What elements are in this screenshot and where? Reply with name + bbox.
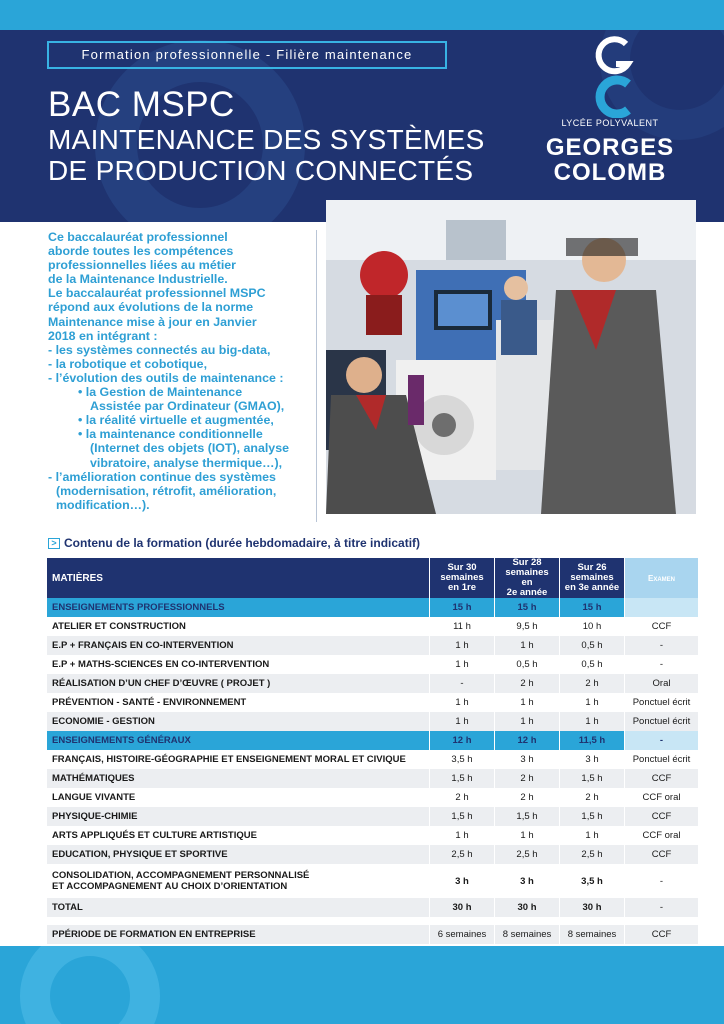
header-matieres: MATIÈRES: [47, 558, 430, 598]
intro-line: Maintenance mise à jour en Janvier: [48, 314, 257, 329]
header-examen: Examen: [625, 558, 699, 598]
header-year3: [560, 558, 625, 598]
year2-cell: 1 h: [495, 712, 560, 731]
intro-line-cont: (modernisation, rétrofit, amélioration,: [56, 483, 277, 498]
subject-cell: E.P + FRANÇAIS EN CO-INTERVENTION: [47, 636, 430, 655]
intro-bullet-cont: (Internet des objets (IOT), analyse: [90, 441, 289, 456]
year3-cell: 2 h: [560, 674, 625, 693]
table-spacer: [47, 917, 699, 925]
subject-cell: ECONOMIE - GESTION: [47, 712, 430, 731]
intro-text: [48, 230, 316, 512]
year1-cell: 12 h: [430, 731, 495, 750]
page-subtitle-line2: DE PRODUCTION CONNECTÉS: [48, 155, 474, 186]
subject-cell: ARTS APPLIQUÉS ET CULTURE ARTISTIQUE: [47, 826, 430, 845]
school-logo: [545, 34, 690, 194]
intro-bullet: • la réalité virtuelle et augmentée,: [78, 413, 274, 428]
header-line: en 3e année: [564, 582, 620, 593]
table-row: [47, 655, 699, 674]
year1-cell: 11 h: [430, 617, 495, 636]
header-year1: [430, 558, 495, 598]
year3-cell: 2 h: [560, 788, 625, 807]
year2-cell: 1,5 h: [495, 807, 560, 826]
year2-cell: 8 semaines: [495, 925, 560, 944]
year1-cell: 6 semaines: [430, 925, 495, 944]
exam-cell: Ponctuel écrit: [625, 712, 699, 731]
year1-cell: 1 h: [430, 712, 495, 731]
year2-cell: 1 h: [495, 826, 560, 845]
year2-cell: 15 h: [495, 598, 560, 617]
subject-cell: RÉALISATION D’UN CHEF D’ŒUVRE ( PROJET ): [47, 674, 430, 693]
curriculum-table: [47, 558, 699, 944]
header-line: 2e année: [506, 587, 548, 598]
intro-line: Ce baccalauréat professionnel: [48, 230, 228, 244]
tagline-box: Formation professionnelle - Filière maintenance: [47, 41, 447, 69]
table-row: [47, 845, 699, 864]
exam-cell: [625, 598, 699, 617]
subject-cell: PPÉRIODE DE FORMATION EN ENTREPRISE: [47, 925, 430, 944]
year2-cell: 9,5 h: [495, 617, 560, 636]
year2-cell: 2 h: [495, 788, 560, 807]
subject-cell: ENSEIGNEMENTS GÉNÉRAUX: [47, 731, 430, 750]
header-line: semaines: [570, 572, 614, 583]
table-row: [47, 769, 699, 788]
exam-cell: CCF: [625, 845, 699, 864]
subject-cell: EDUCATION, PHYSIQUE ET SPORTIVE: [47, 845, 430, 864]
year3-cell: 15 h: [560, 598, 625, 617]
page-subtitle-line1: MAINTENANCE DES SYSTÈMES: [48, 124, 485, 155]
subject-cell: LANGUE VIVANTE: [47, 788, 430, 807]
header-year2: [495, 558, 560, 598]
year3-cell: 0,5 h: [560, 636, 625, 655]
header-line: Sur 28: [512, 557, 542, 568]
intro-line: - les systèmes connectés au big-data,: [48, 342, 271, 357]
year3-cell: 3,5 h: [560, 864, 625, 898]
exam-cell: CCF oral: [625, 826, 699, 845]
subject-cell: PRÉVENTION - SANTÉ - ENVIRONNEMENT: [47, 693, 430, 712]
year2-cell: 0,5 h: [495, 655, 560, 674]
intro-line: professionnelles liées au métier: [48, 258, 237, 273]
subject-cell: CONSOLIDATION, ACCOMPAGNEMENT PERSONNALISÉ ET ACCOMPAGNEMENT AU CHOIX D’ORIENTATION: [47, 864, 430, 898]
subject-cell: E.P + MATHS-SCIENCES EN CO-INTERVENTION: [47, 655, 430, 674]
section-heading: [48, 536, 420, 550]
year2-cell: 12 h: [495, 731, 560, 750]
year2-cell: 2,5 h: [495, 845, 560, 864]
intro-bullet-cont: Assistée par Ordinateur (GMAO),: [90, 399, 285, 414]
year3-cell: 0,5 h: [560, 655, 625, 674]
header-line: semaines: [440, 572, 484, 583]
exam-cell: Oral: [625, 674, 699, 693]
year1-cell: 1 h: [430, 655, 495, 674]
intro-line: répond aux évolutions de la norme: [48, 300, 254, 315]
subject-cell: PHYSIQUE-CHIMIE: [47, 807, 430, 826]
divider-line: [316, 230, 317, 522]
exam-cell: CCF: [625, 925, 699, 944]
intro-bullet-cont: vibratoire, analyse thermique…),: [90, 455, 283, 470]
intro-line-cont: modification…).: [56, 497, 150, 512]
table-row: [47, 674, 699, 693]
logo-gc-icon: [586, 34, 636, 118]
header-line: Sur 30: [447, 562, 477, 573]
year1-cell: 2 h: [430, 788, 495, 807]
year3-cell: 1,5 h: [560, 769, 625, 788]
logo-subtitle: LYCÉE POLYVALENT: [561, 118, 659, 128]
year1-cell: 3 h: [430, 864, 495, 898]
year2-cell: 2 h: [495, 674, 560, 693]
year3-cell: 11,5 h: [560, 731, 625, 750]
year1-cell: 3,5 h: [430, 750, 495, 769]
page-title: BAC MSPC: [48, 85, 235, 124]
year3-cell: 8 semaines: [560, 925, 625, 944]
subject-cell: TOTAL: [47, 898, 430, 917]
table-row: [47, 788, 699, 807]
table-row: [47, 807, 699, 826]
spacer-cell: [47, 917, 699, 925]
header-line: Sur 26: [577, 562, 607, 573]
year3-cell: 1 h: [560, 712, 625, 731]
year3-cell: 2,5 h: [560, 845, 625, 864]
table-section-row: [47, 598, 699, 617]
section-title: Contenu de la formation (durée hebdomadaire, à titre indicatif): [64, 536, 421, 550]
year1-cell: 15 h: [430, 598, 495, 617]
table-row: [47, 636, 699, 655]
table-row: [47, 898, 699, 917]
exam-cell: CCF oral: [625, 788, 699, 807]
header-line: semaines en: [505, 567, 549, 588]
table-section-row: [47, 731, 699, 750]
exam-cell: CCF: [625, 769, 699, 788]
year2-cell: 30 h: [495, 898, 560, 917]
year2-cell: 3 h: [495, 864, 560, 898]
year2-cell: 1 h: [495, 693, 560, 712]
intro-line: aborde toutes les compétences: [48, 244, 234, 259]
exam-cell: CCF: [625, 807, 699, 826]
year3-cell: 1,5 h: [560, 807, 625, 826]
table-row: [47, 617, 699, 636]
workshop-photo: [326, 200, 696, 514]
year3-cell: 10 h: [560, 617, 625, 636]
logo-name-last: COLOMB: [553, 159, 667, 186]
year3-cell: 30 h: [560, 898, 625, 917]
table-row: [47, 864, 699, 898]
table-row: [47, 750, 699, 769]
intro-line: - l’évolution des outils de maintenance :: [48, 370, 284, 385]
watermark-shape: [20, 946, 160, 1024]
table-row: [47, 693, 699, 712]
exam-cell: -: [625, 636, 699, 655]
year2-cell: 2 h: [495, 769, 560, 788]
workshop-photo-illustration: [326, 200, 696, 514]
exam-cell: Ponctuel écrit: [625, 750, 699, 769]
intro-bullet: • la Gestion de Maintenance: [78, 385, 243, 400]
year1-cell: 1 h: [430, 636, 495, 655]
intro-bullet: • la maintenance conditionnelle: [78, 427, 263, 442]
table-row: [47, 826, 699, 845]
year1-cell: 2,5 h: [430, 845, 495, 864]
subject-cell: MATHÉMATIQUES: [47, 769, 430, 788]
intro-line: - la robotique et cobotique,: [48, 356, 208, 371]
year3-cell: 3 h: [560, 750, 625, 769]
subject-cell: ENSEIGNEMENTS PROFESSIONNELS: [47, 598, 430, 617]
table-row: [47, 925, 699, 944]
exam-cell: -: [625, 655, 699, 674]
subject-cell: ATELIER ET CONSTRUCTION: [47, 617, 430, 636]
year1-cell: 30 h: [430, 898, 495, 917]
year1-cell: 1 h: [430, 826, 495, 845]
exam-cell: CCF: [625, 617, 699, 636]
exam-cell: -: [625, 898, 699, 917]
year1-cell: -: [430, 674, 495, 693]
year2-cell: 3 h: [495, 750, 560, 769]
exam-cell: -: [625, 731, 699, 750]
intro-line: 2018 en intégrant :: [48, 328, 158, 343]
top-stripe: [0, 0, 724, 30]
logo-name-first: GEORGES: [545, 134, 675, 161]
intro-line: - l’amélioration continue des systèmes: [48, 469, 276, 484]
year1-cell: 1,5 h: [430, 807, 495, 826]
intro-line: de la Maintenance Industrielle.: [48, 272, 228, 287]
subject-cell: FRANÇAIS, HISTOIRE-GÉOGRAPHIE ET ENSEIGNEMENT MORAL ET CIVIQUE: [47, 750, 430, 769]
arrow-box-icon: >: [48, 538, 60, 549]
year2-cell: 1 h: [495, 636, 560, 655]
bottom-banner: [0, 946, 724, 1024]
year3-cell: 1 h: [560, 826, 625, 845]
year3-cell: 1 h: [560, 693, 625, 712]
header-line: en 1re: [448, 582, 476, 593]
table-body: [47, 598, 699, 944]
exam-cell: -: [625, 864, 699, 898]
exam-cell: Ponctuel écrit: [625, 693, 699, 712]
year1-cell: 1 h: [430, 693, 495, 712]
intro-line: Le baccalauréat professionnel MSPC: [48, 286, 266, 301]
year1-cell: 1,5 h: [430, 769, 495, 788]
table-row: [47, 712, 699, 731]
